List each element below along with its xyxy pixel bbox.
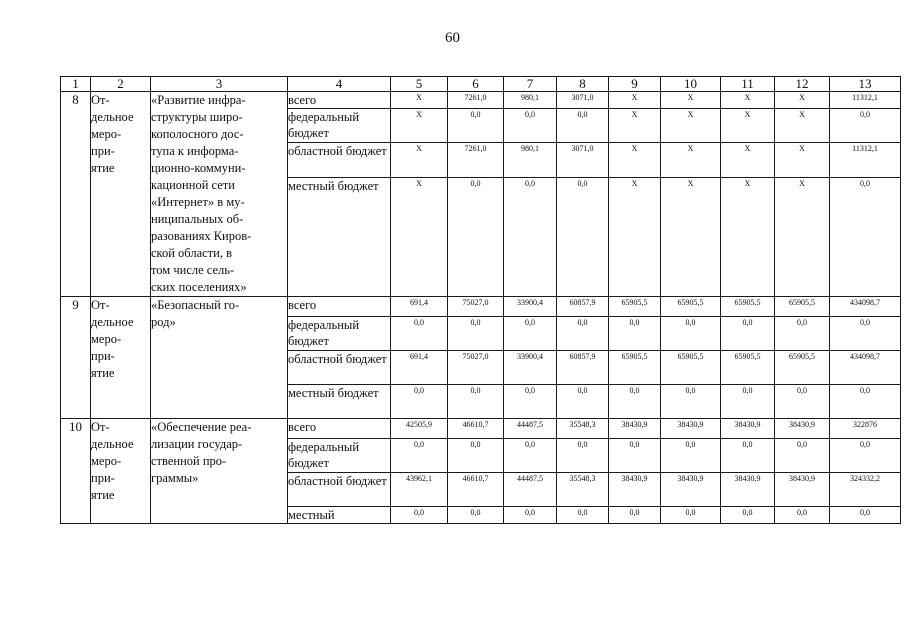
amount-cell: 65905,5 bbox=[609, 297, 661, 317]
event-number: 8 bbox=[61, 92, 91, 297]
amount-cell: 43962,1 bbox=[391, 473, 448, 507]
amount-cell: 0,0 bbox=[504, 385, 557, 419]
amount-cell: X bbox=[721, 92, 775, 109]
amount-cell: X bbox=[661, 143, 721, 177]
amount-cell: 434098,7 bbox=[830, 297, 901, 317]
amount-cell: 60857,9 bbox=[557, 351, 609, 385]
amount-cell: 0,0 bbox=[391, 507, 448, 524]
amount-cell: 65905,5 bbox=[661, 351, 721, 385]
column-header-6: 6 bbox=[448, 77, 504, 92]
amount-cell: 44487,5 bbox=[504, 473, 557, 507]
amount-cell: 0,0 bbox=[830, 177, 901, 296]
funding-source: всего bbox=[288, 92, 391, 109]
amount-cell: 38430,9 bbox=[661, 473, 721, 507]
amount-cell: X bbox=[609, 92, 661, 109]
amount-cell: 0,0 bbox=[448, 177, 504, 296]
amount-cell: 0,0 bbox=[557, 385, 609, 419]
amount-cell: X bbox=[609, 177, 661, 296]
amount-cell: 0,0 bbox=[609, 507, 661, 524]
event-name-line: кополосного дос- bbox=[151, 127, 244, 141]
event-type-line: дельное bbox=[91, 110, 134, 124]
table-row bbox=[61, 419, 901, 439]
amount-cell: 46610,7 bbox=[448, 473, 504, 507]
event-name-line: граммы» bbox=[151, 471, 199, 485]
amount-cell: 7261,0 bbox=[448, 143, 504, 177]
amount-cell: 0,0 bbox=[391, 317, 448, 351]
amount-cell: 65905,5 bbox=[721, 351, 775, 385]
event-type-line: меро- bbox=[91, 454, 122, 468]
amount-cell: 3071,0 bbox=[557, 92, 609, 109]
amount-cell: 65905,5 bbox=[775, 351, 830, 385]
event-name bbox=[151, 419, 288, 524]
amount-cell: 0,0 bbox=[775, 385, 830, 419]
funding-source: всего bbox=[288, 419, 391, 439]
amount-cell: 33900,4 bbox=[504, 297, 557, 317]
page-number: 60 bbox=[445, 30, 460, 46]
event-type bbox=[91, 419, 151, 524]
funding-source: федеральный бюджет bbox=[288, 109, 391, 143]
amount-cell: 0,0 bbox=[448, 439, 504, 473]
amount-cell: 0,0 bbox=[504, 109, 557, 143]
amount-cell: 38430,9 bbox=[775, 473, 830, 507]
amount-cell: 46610,7 bbox=[448, 419, 504, 439]
event-type-line: дельное bbox=[91, 315, 134, 329]
amount-cell: 0,0 bbox=[557, 439, 609, 473]
event-name-line: ниципальных об- bbox=[151, 212, 244, 226]
amount-cell: X bbox=[775, 143, 830, 177]
amount-cell: X bbox=[391, 143, 448, 177]
amount-cell: 0,0 bbox=[775, 439, 830, 473]
amount-cell: 38430,9 bbox=[775, 419, 830, 439]
event-name-line: ционно-коммуни- bbox=[151, 161, 246, 175]
amount-cell: 60857,9 bbox=[557, 297, 609, 317]
event-name-line: ственной про- bbox=[151, 454, 227, 468]
funding-source: местный bbox=[288, 507, 391, 524]
budget-table bbox=[60, 76, 901, 524]
amount-cell: 0,0 bbox=[661, 317, 721, 351]
header-row bbox=[61, 77, 901, 92]
amount-cell: 33900,4 bbox=[504, 351, 557, 385]
amount-cell: 38430,9 bbox=[721, 473, 775, 507]
amount-cell: 980,1 bbox=[504, 92, 557, 109]
amount-cell: X bbox=[775, 92, 830, 109]
event-type-line: От- bbox=[91, 93, 110, 107]
amount-cell: 322876 bbox=[830, 419, 901, 439]
amount-cell: 0,0 bbox=[448, 507, 504, 524]
event-name-line: лизации государ- bbox=[151, 437, 243, 451]
amount-cell: X bbox=[391, 109, 448, 143]
event-type-line: От- bbox=[91, 420, 110, 434]
amount-cell: X bbox=[609, 143, 661, 177]
amount-cell: 65905,5 bbox=[775, 297, 830, 317]
event-name-line: род» bbox=[151, 315, 176, 329]
funding-source: федеральный бюджет bbox=[288, 317, 391, 351]
event-name bbox=[151, 297, 288, 419]
column-header-4: 4 bbox=[288, 77, 391, 92]
amount-cell: 38430,9 bbox=[721, 419, 775, 439]
amount-cell: 0,0 bbox=[504, 439, 557, 473]
event-type bbox=[91, 92, 151, 297]
amount-cell: 0,0 bbox=[448, 317, 504, 351]
column-header-11: 11 bbox=[721, 77, 775, 92]
amount-cell: 0,0 bbox=[721, 507, 775, 524]
amount-cell: 35548,3 bbox=[557, 419, 609, 439]
amount-cell: 0,0 bbox=[775, 507, 830, 524]
amount-cell: 0,0 bbox=[830, 507, 901, 524]
amount-cell: 42505,9 bbox=[391, 419, 448, 439]
amount-cell: 0,0 bbox=[504, 177, 557, 296]
amount-cell: 3071,0 bbox=[557, 143, 609, 177]
amount-cell: 0,0 bbox=[609, 439, 661, 473]
amount-cell: 35548,3 bbox=[557, 473, 609, 507]
event-number: 9 bbox=[61, 297, 91, 419]
funding-source: местный бюджет bbox=[288, 177, 391, 296]
amount-cell: 0,0 bbox=[609, 317, 661, 351]
amount-cell: 0,0 bbox=[448, 109, 504, 143]
funding-source: областной бюджет bbox=[288, 351, 391, 385]
event-type-line: меро- bbox=[91, 127, 122, 141]
amount-cell: 0,0 bbox=[661, 439, 721, 473]
event-name-line: разованиях Киров- bbox=[151, 229, 252, 243]
event-type-line: дельное bbox=[91, 437, 134, 451]
amount-cell: 38430,9 bbox=[661, 419, 721, 439]
amount-cell: 65905,5 bbox=[721, 297, 775, 317]
amount-cell: X bbox=[721, 109, 775, 143]
event-type-line: при- bbox=[91, 144, 115, 158]
event-type-line: ятие bbox=[91, 366, 115, 380]
event-name-line: ских поселениях» bbox=[151, 280, 247, 294]
amount-cell: 11312,1 bbox=[830, 92, 901, 109]
amount-cell: 0,0 bbox=[830, 439, 901, 473]
column-header-1: 1 bbox=[61, 77, 91, 92]
amount-cell: 324332,2 bbox=[830, 473, 901, 507]
amount-cell: X bbox=[391, 92, 448, 109]
amount-cell: X bbox=[661, 109, 721, 143]
column-header-8: 8 bbox=[557, 77, 609, 92]
amount-cell: 980,1 bbox=[504, 143, 557, 177]
amount-cell: 65905,5 bbox=[661, 297, 721, 317]
amount-cell: 0,0 bbox=[721, 439, 775, 473]
event-name bbox=[151, 92, 288, 297]
amount-cell: 0,0 bbox=[775, 317, 830, 351]
amount-cell: 0,0 bbox=[830, 385, 901, 419]
event-name-line: «Безопасный го- bbox=[151, 298, 240, 312]
event-number: 10 bbox=[61, 419, 91, 524]
event-type-line: ятие bbox=[91, 161, 115, 175]
event-name-line: том числе сель- bbox=[151, 263, 235, 277]
event-type-line: при- bbox=[91, 349, 115, 363]
amount-cell: 434098,7 bbox=[830, 351, 901, 385]
event-name-line: «Развитие инфра- bbox=[151, 93, 246, 107]
amount-cell: 0,0 bbox=[448, 385, 504, 419]
column-header-12: 12 bbox=[775, 77, 830, 92]
column-header-5: 5 bbox=[391, 77, 448, 92]
amount-cell: 0,0 bbox=[557, 109, 609, 143]
amount-cell: 0,0 bbox=[391, 385, 448, 419]
amount-cell: 0,0 bbox=[661, 385, 721, 419]
amount-cell: X bbox=[775, 109, 830, 143]
table-body bbox=[61, 92, 901, 524]
amount-cell: 65905,5 bbox=[609, 351, 661, 385]
amount-cell: 11312,1 bbox=[830, 143, 901, 177]
event-type-line: ятие bbox=[91, 488, 115, 502]
event-name-line: ской области, в bbox=[151, 246, 232, 260]
column-header-3: 3 bbox=[151, 77, 288, 92]
amount-cell: 0,0 bbox=[504, 317, 557, 351]
amount-cell: 0,0 bbox=[557, 177, 609, 296]
event-name-line: «Интернет» в му- bbox=[151, 195, 245, 209]
event-type-line: От- bbox=[91, 298, 110, 312]
funding-source: областной бюджет bbox=[288, 143, 391, 177]
amount-cell: 0,0 bbox=[661, 507, 721, 524]
event-name-line: кационной сети bbox=[151, 178, 235, 192]
amount-cell: 38430,9 bbox=[609, 473, 661, 507]
column-header-10: 10 bbox=[661, 77, 721, 92]
amount-cell: X bbox=[391, 177, 448, 296]
event-type-line: меро- bbox=[91, 332, 122, 346]
amount-cell: X bbox=[661, 92, 721, 109]
amount-cell: X bbox=[721, 177, 775, 296]
amount-cell: 691,4 bbox=[391, 297, 448, 317]
amount-cell: 0,0 bbox=[830, 317, 901, 351]
funding-source: местный бюджет bbox=[288, 385, 391, 419]
funding-source: всего bbox=[288, 297, 391, 317]
amount-cell: X bbox=[775, 177, 830, 296]
amount-cell: X bbox=[721, 143, 775, 177]
amount-cell: 0,0 bbox=[721, 385, 775, 419]
amount-cell: 0,0 bbox=[557, 507, 609, 524]
amount-cell: 691,4 bbox=[391, 351, 448, 385]
event-name-line: «Обеспечение реа- bbox=[151, 420, 252, 434]
amount-cell: 75027,0 bbox=[448, 351, 504, 385]
amount-cell: 0,0 bbox=[609, 385, 661, 419]
column-header-2: 2 bbox=[91, 77, 151, 92]
table-row bbox=[61, 92, 901, 109]
amount-cell: X bbox=[661, 177, 721, 296]
column-header-7: 7 bbox=[504, 77, 557, 92]
funding-source: областной бюджет bbox=[288, 473, 391, 507]
amount-cell: 75027,0 bbox=[448, 297, 504, 317]
table-row bbox=[61, 297, 901, 317]
amount-cell: 0,0 bbox=[830, 109, 901, 143]
amount-cell: 7261,0 bbox=[448, 92, 504, 109]
column-header-9: 9 bbox=[609, 77, 661, 92]
amount-cell: 0,0 bbox=[391, 439, 448, 473]
amount-cell: 0,0 bbox=[557, 317, 609, 351]
event-type bbox=[91, 297, 151, 419]
amount-cell: X bbox=[609, 109, 661, 143]
amount-cell: 0,0 bbox=[504, 507, 557, 524]
funding-source: федеральный бюджет bbox=[288, 439, 391, 473]
amount-cell: 38430,9 bbox=[609, 419, 661, 439]
event-name-line: структуры широ- bbox=[151, 110, 243, 124]
amount-cell: 0,0 bbox=[721, 317, 775, 351]
event-type-line: при- bbox=[91, 471, 115, 485]
event-name-line: тупа к информа- bbox=[151, 144, 239, 158]
column-header-13: 13 bbox=[830, 77, 901, 92]
amount-cell: 44487,5 bbox=[504, 419, 557, 439]
